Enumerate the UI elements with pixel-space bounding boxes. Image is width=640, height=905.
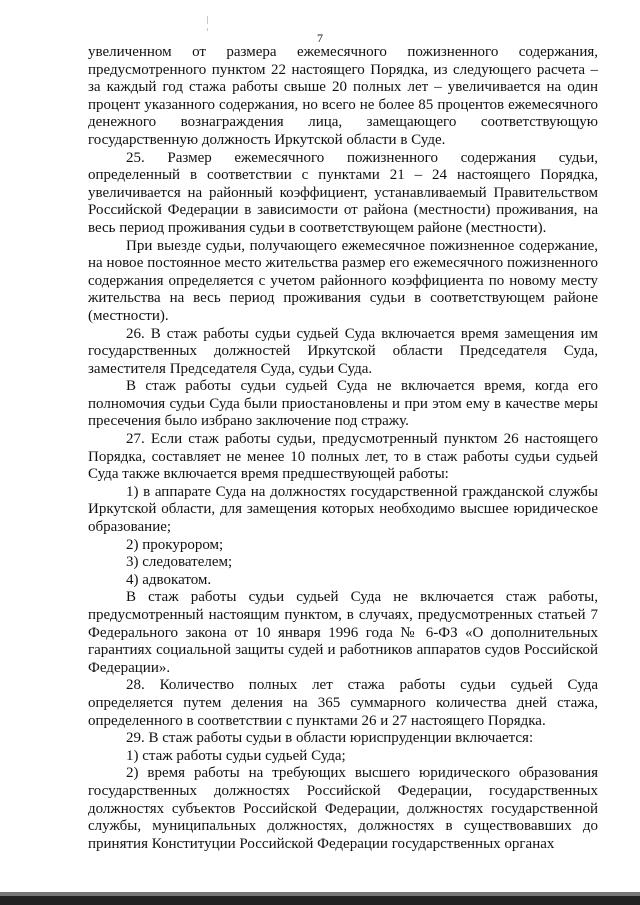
- paragraph-continuation: увеличенном от размера ежемесячного пожизненного содержания, предусмотренного пунктом 22 настоящего Порядка, из следующего расчета – за каждый год стажа работы свыше 20 полных лет – увеличивается на один процент указанного содержания, но всего не более 85 процентов ежемесячного денежного вознаграждения лица, замещающего соответствующую государственную должность Иркутской области в Суде.: [88, 44, 598, 148]
- paragraph-27: 27. Если стаж работы судьи, предусмотренный пунктом 26 настоящего Порядка, составляет не менее 10 полных лет, то в стаж работы судьи судьей Суда также включается время предшествующей работы:: [88, 431, 598, 483]
- list-item-27-2: 2) прокурором;: [126, 536, 224, 553]
- list-item-27-4: 4) адвокатом.: [126, 571, 212, 588]
- paragraph-29: 29. В стаж работы судьи в области юриспруденции включается:: [126, 730, 534, 747]
- paragraph-27-exclusion: В стаж работы судьи судьей Суда не включается стаж работы, предусмотренный настоящим пунктом, в случаях, предусмотренных статьей 7 Федерального закона от 10 января 1996 года № 6-ФЗ «О дополнительных гарантиях социальной защиты судей и работников аппаратов судов Российской Федерации».: [88, 589, 598, 676]
- paragraph-26: 26. В стаж работы судьи судьей Суда включается время замещения им государственных должностей Иркутской области Председателя Суда, заместителя Председателя Суда, судьи Суда.: [88, 325, 598, 377]
- page-number: 7: [317, 31, 323, 45]
- paragraph-25: 25. Размер ежемесячного пожизненного содержания судьи, определенный в соответствии с пунктами 21 – 24 настоящего Порядка, увеличивается на районный коэффициент, устанавливаемый Правительством Российской Федерации в зависимости от района (местности) проживания, на весь период проживания судьи в соответствующем районе (местности).: [88, 149, 598, 236]
- scan-artifact: [207, 16, 208, 24]
- paragraph-25-relocation: При выезде судьи, получающего ежемесячное пожизненное содержание, на новое постоянное место жительства размер его ежемесячного пожизненного содержания определяется с учетом районного коэффициента по новому месту жительства на весь период проживания судьи в соответствующем районе (местности).: [88, 237, 598, 324]
- list-item-27-3: 3) следователем;: [126, 554, 233, 571]
- paragraph-26-exclusion: В стаж работы судьи судьей Суда не включается время, когда его полномочия судьи Суда были приостановлены и при этом ему в качестве меры пресечения было избрано заключение под стражу.: [88, 378, 598, 430]
- scan-bottom-edge: [0, 896, 640, 905]
- document-body: [88, 44, 598, 853]
- paragraph-28: 28. Количество полных лет стажа работы судьи судьей Суда определяется путем деления на 365 суммарного количества дней стажа, определенного в соответствии с пунктами 26 и 27 настоящего Порядка.: [88, 677, 598, 729]
- list-item-29-2: 2) время работы на требующих высшего юридического образования государственных должностях Российской Федерации, государственных должностях субъектов Российской Федерации, должностях государственной службы, муниципальных должностях, должностях в существовавших до принятия Конституции Российской Федерации государственных органах: [88, 765, 598, 852]
- list-item-29-1: 1) стаж работы судьи судьей Суда;: [126, 747, 346, 764]
- list-item-27-1: 1) в аппарате Суда на должностях государственной гражданской службы Иркутской области, для замещения которых необходимо высшее юридическое образование;: [88, 483, 598, 536]
